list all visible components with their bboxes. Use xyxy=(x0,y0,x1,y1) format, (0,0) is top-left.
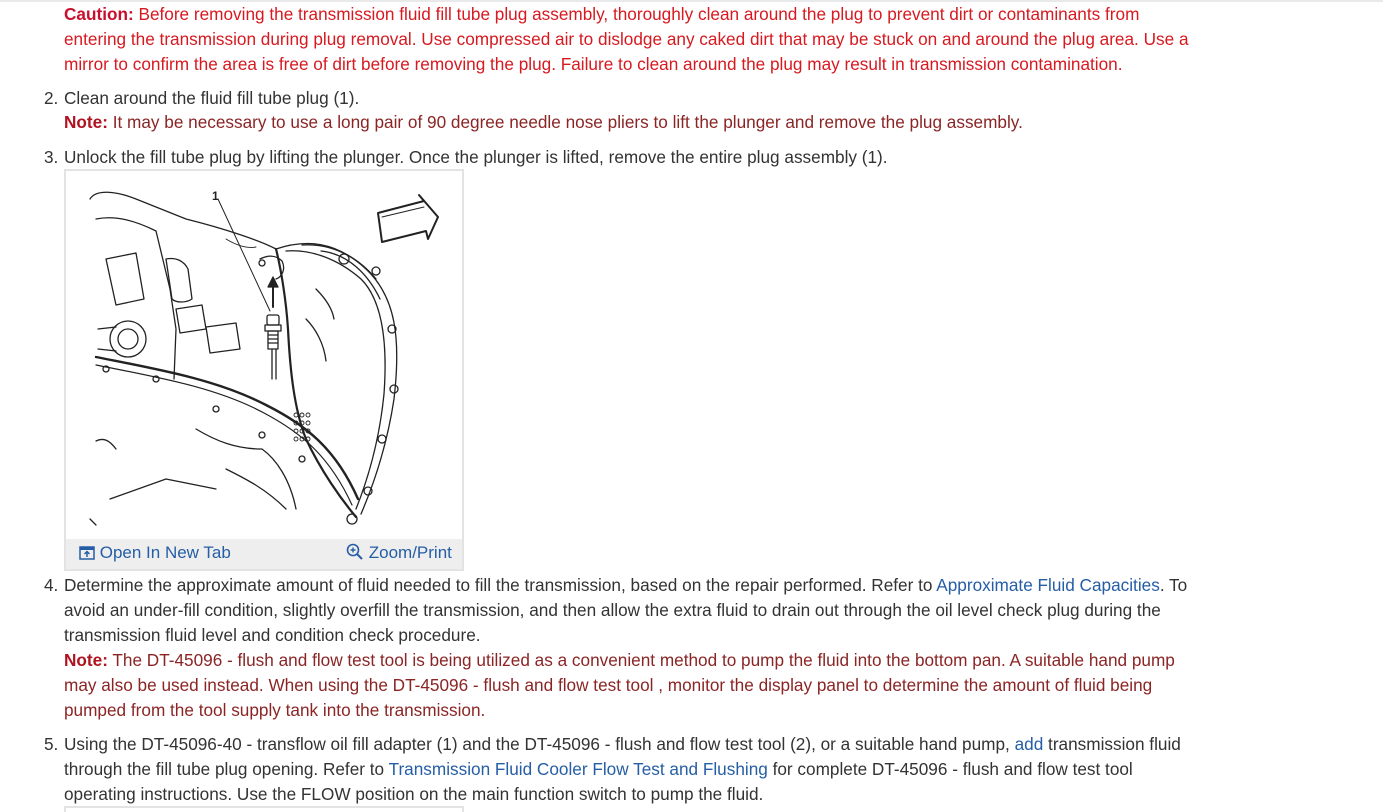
step-4-line-1: Determine the approximate amount of fluid needed to fill the transmission, based on the repair performed. Refer to Approximate Fluid Capacities. To xyxy=(64,575,1188,595)
add-link[interactable]: add xyxy=(1014,734,1044,754)
caution-line-1: Caution: Before removing the transmission fluid fill tube plug assembly, thoroughly clean around the plug to prevent dirt or contaminants from xyxy=(64,4,1140,24)
zoom-print-label: Zoom/Print xyxy=(368,543,452,562)
step-5-number: 5. xyxy=(44,734,59,754)
open-in-new-tab-link[interactable] xyxy=(79,543,231,563)
fluid-cooler-flow-test-link[interactable]: Transmission Fluid Cooler Flow Test and Flushing xyxy=(388,759,768,779)
caution-label: Caution: xyxy=(64,4,134,24)
step-3-number: 3. xyxy=(44,147,59,167)
figure-toolbar xyxy=(66,539,462,569)
step-4-line-2: avoid an under-fill condition, slightly overfill the transmission, and then allow the extra fluid to drain out through the oil level check plug during the xyxy=(64,600,1161,620)
step-2-text: Clean around the fluid fill tube plug (1). xyxy=(64,88,360,108)
step-5-line-3: operating instructions. Use the FLOW position on the main function switch to pump the fluid. xyxy=(64,784,764,804)
step-2-note: Note: It may be necessary to use a long pair of 90 degree needle nose pliers to lift the plunger and remove the plug assembly. xyxy=(64,112,1023,132)
step-4-number: 4. xyxy=(44,575,59,595)
transmission-illustration xyxy=(76,179,456,531)
approximate-fluid-capacities-link[interactable]: Approximate Fluid Capacities xyxy=(936,575,1160,595)
step-4-line-3: transmission fluid level and condition check procedure. xyxy=(64,625,481,645)
next-figure-frame xyxy=(64,806,464,812)
zoom-icon xyxy=(346,543,364,560)
open-new-tab-icon xyxy=(79,546,95,560)
step-2-number: 2. xyxy=(44,88,59,108)
step-4-note-line-3: pumped from the tool supply tank into the transmission. xyxy=(64,700,486,720)
step-4-note-line-1: Note: The DT-45096 - flush and flow test tool is being utilized as a convenient method to pump the fluid into the bottom pan. A suitable hand pump xyxy=(64,650,1175,670)
caution-line-2: entering the transmission during plug removal. Use compressed air to dislodge any caked dirt that may be stuck on and around the plug area. Use a xyxy=(64,29,1189,49)
caution-line-3: mirror to confirm the area is free of dirt before removing the plug. Failure to clean around the plug may result in transmission contamination. xyxy=(64,54,1123,74)
procedure-figure xyxy=(64,169,464,571)
note-label: Note: xyxy=(64,112,108,132)
open-in-new-tab-label: Open In New Tab xyxy=(99,543,231,562)
zoom-print-link[interactable] xyxy=(346,543,452,563)
step-5-line-1: Using the DT-45096-40 - transflow oil fill adapter (1) and the DT-45096 - flush and flow test tool (2), or a suitable hand pump, add transmission fluid xyxy=(64,734,1181,754)
step-3-text: Unlock the fill tube plug by lifting the plunger. Once the plunger is lifted, remove the entire plug assembly (1). xyxy=(64,147,888,167)
figure-callout-1: 1 xyxy=(212,189,219,203)
step-5-line-2: through the fill tube plug opening. Refer to Transmission Fluid Cooler Flow Test and Flushing for complete DT-45096 - flush and flow test tool xyxy=(64,759,1133,779)
step-4-note-line-2: may also be used instead. When using the DT-45096 - flush and flow test tool , monitor the display panel to determine the amount of fluid being xyxy=(64,675,1153,695)
note-label: Note: xyxy=(64,650,108,670)
